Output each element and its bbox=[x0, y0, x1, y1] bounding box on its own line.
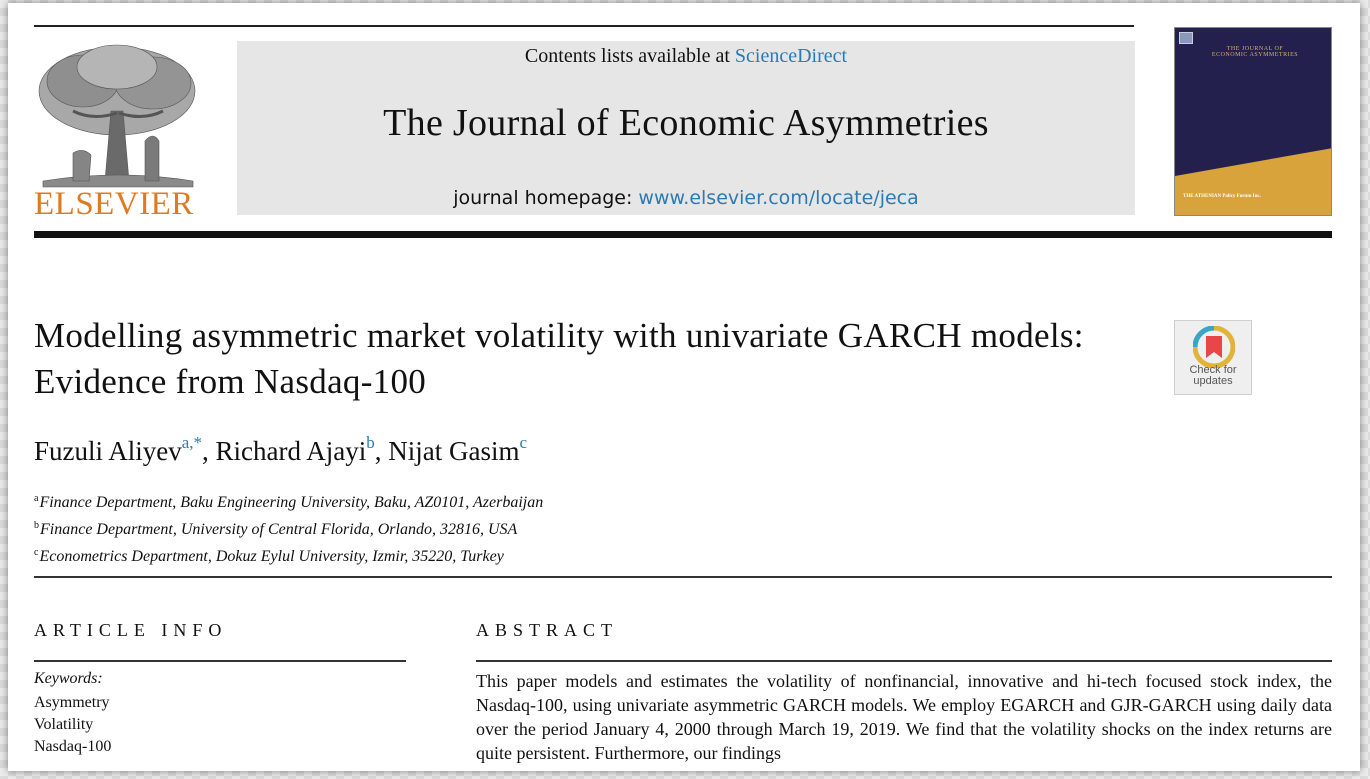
homepage-line bbox=[237, 187, 1135, 209]
affiliation-item bbox=[34, 514, 543, 541]
affiliation-item bbox=[34, 487, 543, 514]
author-name[interactable]: Nijat Gasim bbox=[388, 436, 520, 466]
article-title: Modelling asymmetric market volatility with univariate GARCH models: Evidence from Nasdaq-100 bbox=[34, 316, 1084, 401]
header-thick-rule bbox=[34, 231, 1332, 238]
affiliation-mark: c bbox=[34, 547, 39, 558]
cover-title-line1: THE JOURNAL OF bbox=[1226, 46, 1284, 52]
affiliation-mark: a bbox=[34, 493, 39, 504]
affiliation-text: Econometrics Department, Dokuz Eylul University, Izmir, 35220, Turkey bbox=[39, 548, 504, 565]
cover-gold-band bbox=[1175, 148, 1332, 216]
article-info-heading: ARTICLE INFO bbox=[34, 620, 228, 640]
affiliation-list bbox=[34, 487, 543, 568]
abstract-text: This paper models and estimates the volatility of nonfinancial, innovative and hi-tech focused stock index, the Nasdaq-100, using univariate asymmetric GARCH models. We employ EGARCH and GJR-GARCH using daily data over the period January 4, 2000 through March 19, 2019. We find that the volatility shocks on the index returns are quite persistent. Furthermore, our findings bbox=[476, 671, 1332, 763]
journal-banner bbox=[237, 41, 1135, 215]
header-top-rule bbox=[34, 25, 1134, 27]
check-for-updates-label: Check for updates bbox=[1189, 364, 1237, 387]
sciencedirect-link[interactable]: ScienceDirect bbox=[734, 45, 848, 67]
affiliation-text: Finance Department, University of Central Florida, Orlando, 32816, USA bbox=[40, 521, 518, 538]
bookmark-ring-icon bbox=[1193, 326, 1235, 368]
pdf-page[interactable] bbox=[8, 3, 1360, 771]
article-info-rule bbox=[34, 660, 406, 662]
keyword-item: Volatility bbox=[34, 716, 94, 733]
publisher-wordmark: ELSEVIER bbox=[34, 186, 194, 222]
homepage-prefix: journal homepage: bbox=[453, 187, 639, 209]
abstract-heading: ABSTRACT bbox=[476, 620, 619, 640]
affiliation-mark: b bbox=[34, 520, 39, 531]
cover-emblem-icon bbox=[1179, 32, 1193, 44]
check-for-updates-button[interactable] bbox=[1174, 320, 1252, 395]
author-affil-marker[interactable]: a,* bbox=[181, 433, 203, 452]
journal-title: The Journal of Economic Asymmetries bbox=[383, 102, 989, 144]
author-list: Fuzuli Aliyev$^{a,*}$, Richard Ajayi$^b$, Nijat Gasim$^c$ bbox=[34, 433, 528, 466]
contents-line bbox=[237, 45, 1135, 68]
affiliation-text: Finance Department, Baku Engineering University, Baku, AZ0101, Azerbaijan bbox=[39, 494, 544, 511]
abstract-rule bbox=[476, 660, 1332, 662]
keyword-item: Nasdaq-100 bbox=[34, 738, 112, 755]
author-affil-marker[interactable]: b bbox=[366, 433, 375, 452]
cover-title-line2: ECONOMIC ASYMMETRIES bbox=[1211, 52, 1299, 58]
keywords-list bbox=[34, 692, 111, 758]
homepage-link[interactable]: www.elsevier.com/locate/jeca bbox=[638, 187, 919, 209]
journal-cover-thumbnail[interactable] bbox=[1174, 27, 1332, 216]
author-name[interactable]: Fuzuli Aliyev bbox=[34, 436, 182, 466]
author-name[interactable]: Richard Ajayi bbox=[215, 436, 367, 466]
keywords-label: Keywords: bbox=[34, 670, 103, 687]
affiliation-item bbox=[34, 541, 543, 568]
keyword-item: Asymmetry bbox=[34, 694, 110, 711]
author-affil-marker[interactable]: c bbox=[519, 433, 528, 452]
cover-footer: THE ATHENIAN Policy Forum Inc. bbox=[1183, 194, 1261, 199]
section-rule bbox=[34, 576, 1332, 578]
contents-prefix: Contents lists available at bbox=[524, 45, 735, 67]
